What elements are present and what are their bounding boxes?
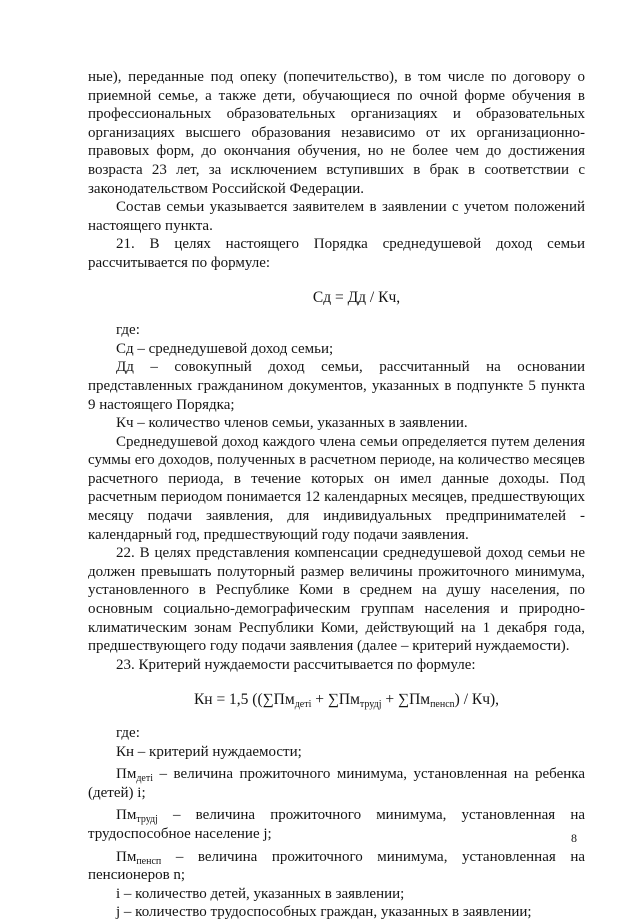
formula-need-criterion: [88, 691, 585, 710]
formula-part: Кн = 1,5 ((∑Пм: [193, 691, 295, 709]
formula-subscript: трудj: [359, 699, 382, 711]
definition-pm-children: [88, 765, 585, 802]
definition-j: j – количество трудоспособных граждан, указанных в заявлении;: [116, 904, 532, 921]
term-subscript: трудj: [136, 814, 158, 826]
document-page: [88, 68, 585, 922]
term-text: – величина прожиточного минимума, установленная на трудоспособное население j;: [88, 807, 585, 842]
formula-subscript: детi: [294, 699, 312, 711]
term-subscript: детi: [136, 773, 154, 785]
page-number: 8: [571, 831, 577, 845]
formula-average-income: Сд = Дд / Кч,: [312, 288, 401, 306]
term-subscript: пенсп: [136, 855, 162, 867]
where-label: где:: [116, 322, 140, 339]
term-symbol: Пм: [116, 807, 137, 824]
where-label: где:: [116, 725, 140, 741]
definition-i: i – количество детей, указанных в заявлении;: [116, 885, 405, 902]
formula-part: + ∑Пм: [311, 691, 360, 709]
definition-dd: Дд – совокупный доход семьи, рассчитанный на основании представленных гражданином документов, указанных в подпункте 5 пункта 9 настоящего Порядка;: [88, 359, 585, 413]
paragraph-21: 21. В целях настоящего Порядка среднедушевой доход семьи рассчитывается по формуле:: [88, 236, 585, 271]
definition-sd: Сд – среднедушевой доход семьи;: [116, 340, 334, 357]
formula-part: ) / Кч),: [454, 691, 500, 709]
definition-pm-working: [88, 806, 585, 843]
paragraph-family-composition: Состав семьи указывается заявителем в заявлении с учетом положений настоящего пункта.: [88, 199, 585, 234]
paragraph-continuation: ные), переданные под опеку (попечительство), в том числе по договору о приемной семье, а также дети, обучающиеся по очной форме обучения в профессиональных образовательных организациях и образовательных организациях высшего образования независимо от их организационно-правовых форм, до окончания обучения, но не более чем до достижения возраста 23 лет, за исключением вступивших в брак в соответствии с законодательством Российской Федерации.: [88, 69, 585, 197]
paragraph-23: 23. Критерий нуждаемости рассчитывается по формуле:: [116, 656, 476, 673]
definition-kch: Кч – количество членов семьи, указанных в заявлении.: [116, 415, 468, 432]
definition-pm-pensioners: [88, 848, 585, 885]
definition-kn: Кн – критерий нуждаемости;: [116, 743, 302, 760]
paragraph-average-income: Среднедушевой доход каждого члена семьи определяется путем деления суммы его доходов, полученных в расчетном периоде, на количество месяцев расчетного периода, в течение которых он имел данные доходы. Под расчетным периодом понимается 12 календарных месяцев, предшествующих месяцу подачи заявления, для индивидуальных предпринимателей - календарный год, предшествующий году подачи заявления.: [88, 433, 585, 543]
paragraph-22: 22. В целях представления компенсации среднедушевой доход семьи не должен превышать полуторный размер величины прожиточного минимума, установленного в Республике Коми в среднем на душу населения, по основным социально-демографическим группам населения и природно-климатическим зонам Республики Коми, действующий на 1 декабря года, предшествующего году подачи заявления (далее – критерий нуждаемости).: [88, 545, 585, 655]
formula-subscript: пенсn: [430, 699, 455, 711]
term-text: – величина прожиточного минимума, установленная на ребенка (детей) i;: [88, 766, 585, 801]
formula-part: + ∑Пм: [381, 691, 431, 709]
term-text: – величина прожиточного минимума, установленная на пенсионеров n;: [88, 848, 585, 884]
term-symbol: Пм: [116, 766, 137, 783]
term-symbol: Пм: [116, 848, 137, 865]
